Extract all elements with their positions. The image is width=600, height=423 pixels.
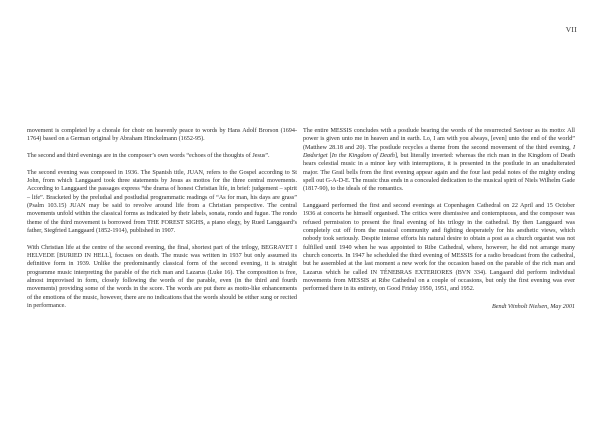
- work-title-italic: I Dødsriget: [303, 144, 575, 160]
- paragraph: The second and third evenings are in the composer’s own words “echoes of the thoughts of Jesus”.: [27, 152, 270, 159]
- paragraph: [303, 127, 575, 194]
- author-signature: Bendt Viinholt Nielsen, May 2001: [492, 303, 575, 310]
- paragraph-text: ], but literally inverted: whereas the rich man in the Kingdom of Death hears celestial music in a minor key with interruptions, it is presented in the postlude in an unadulterated major. The Grail bells from the first evening appear again and the four last pedal notes of the mighty ending spell out G-A-D-E. The music thus ends in a concealed dedication to the musical spirit of Niels Wilhelm Gade (1817-90), to the ideals of the romantics.: [303, 153, 576, 193]
- right-column: [303, 127, 575, 311]
- work-title-translation-italic: In the Kingdom of Death: [331, 153, 395, 160]
- paragraph-text: The entire MESSIS concludes with a postlude bearing the words of the resurrected Saviour as its motto: All power is given unto me in heaven and in earth. Lo, I am with you always, [even] unto the end of the world” (Matthew 28.18 and 20). The postlude recycles a theme from the second movement of the third evening,: [303, 128, 575, 151]
- paragraph: The second evening was composed in 1936. The Spanish title, JUAN, refers to the Gospel according to St John, from which Langgaard took three statements by Jesus as mottos for the three central movements. According to Langgaard the passages express “the drama of honest Christian life, in brief: judgement – spirit – life”. Bracketed by the preludıal and postludial programmatic readings of “As for man, his days are grass” (Psalm 103.15) JUAN may be said to revolve around life from a Christian perspective. The central movements unfold within the classical forms as indicated by their labels, sonata, rondo and fugue. The rondo theme of the third movement is borrowed from THE FOREST SIGHS, a piano elegy, by Rued Langgaard’s father, Siegfried Langgaard (1852-1914), published in 1907.: [27, 169, 297, 235]
- bracket-open: [: [327, 153, 332, 160]
- paragraph: movement is completed by a chorale for choir on heavenly peace to words by Hans Adolf Brorson (1694-1764) based on a German original by Abraham Hinckelmann (1652-95).: [27, 128, 297, 143]
- paragraph: With Christian life at the centre of the second evening, the final, shortest part of the trilogy, BEGRAVET I HELVEDE [BURIED IN HELL], focuses on death. The music was written in 1937 but only assumed its definitive form in 1939. Unlike the predominantly classical form of the second evening, it is straight programme music interpreting the parable of the rich man and Lazarus (Luke 16). The composition is free, almost improvised in form, closely following the words of the parable, even (in the third and fourth movements) providing some of the words in the score. The words are put there as motto-like enhancements of the emotions of the music, however, there are no indications that the words should be either sung or recited in performance.: [27, 244, 297, 310]
- paragraph: Langgaard performed the first and second evenings at Copenhagen Cathedral on 22 April and 15 October 1936 at concerts he himself organised. The critics were dismissive and contemptuous, and the composer was refused permission to present the final evening of his trilogy in the cathedral. By then Langgaard was completely cut off from the musical community and fighting desperately for his aesthetic views, which nobody took seriously. Despite intense efforts his natural desire to obtain a post as a church organist was not fulfilled until 1940 when he was appointed to Ribe Cathedral, where, however, he did not arrange many church concerts. In 1947 he scheduled the third evening of MESSIS for a radio broadcast from the cathedral, but he assembled at the last moment a new work for the occasion based on the parable of the rich man and Lazarus which he called IN TÉNEBRAS EXTERIORES (BVN 334). Langaard did perform individual movements from MESSIS at Ribe Cathedral on a couple of occasions, but only the first evening was ever performed there in its entirety, on Good Friday 1950, 1951, and 1952.: [303, 203, 575, 293]
- left-column: [27, 127, 297, 319]
- page-number: VII: [565, 25, 577, 34]
